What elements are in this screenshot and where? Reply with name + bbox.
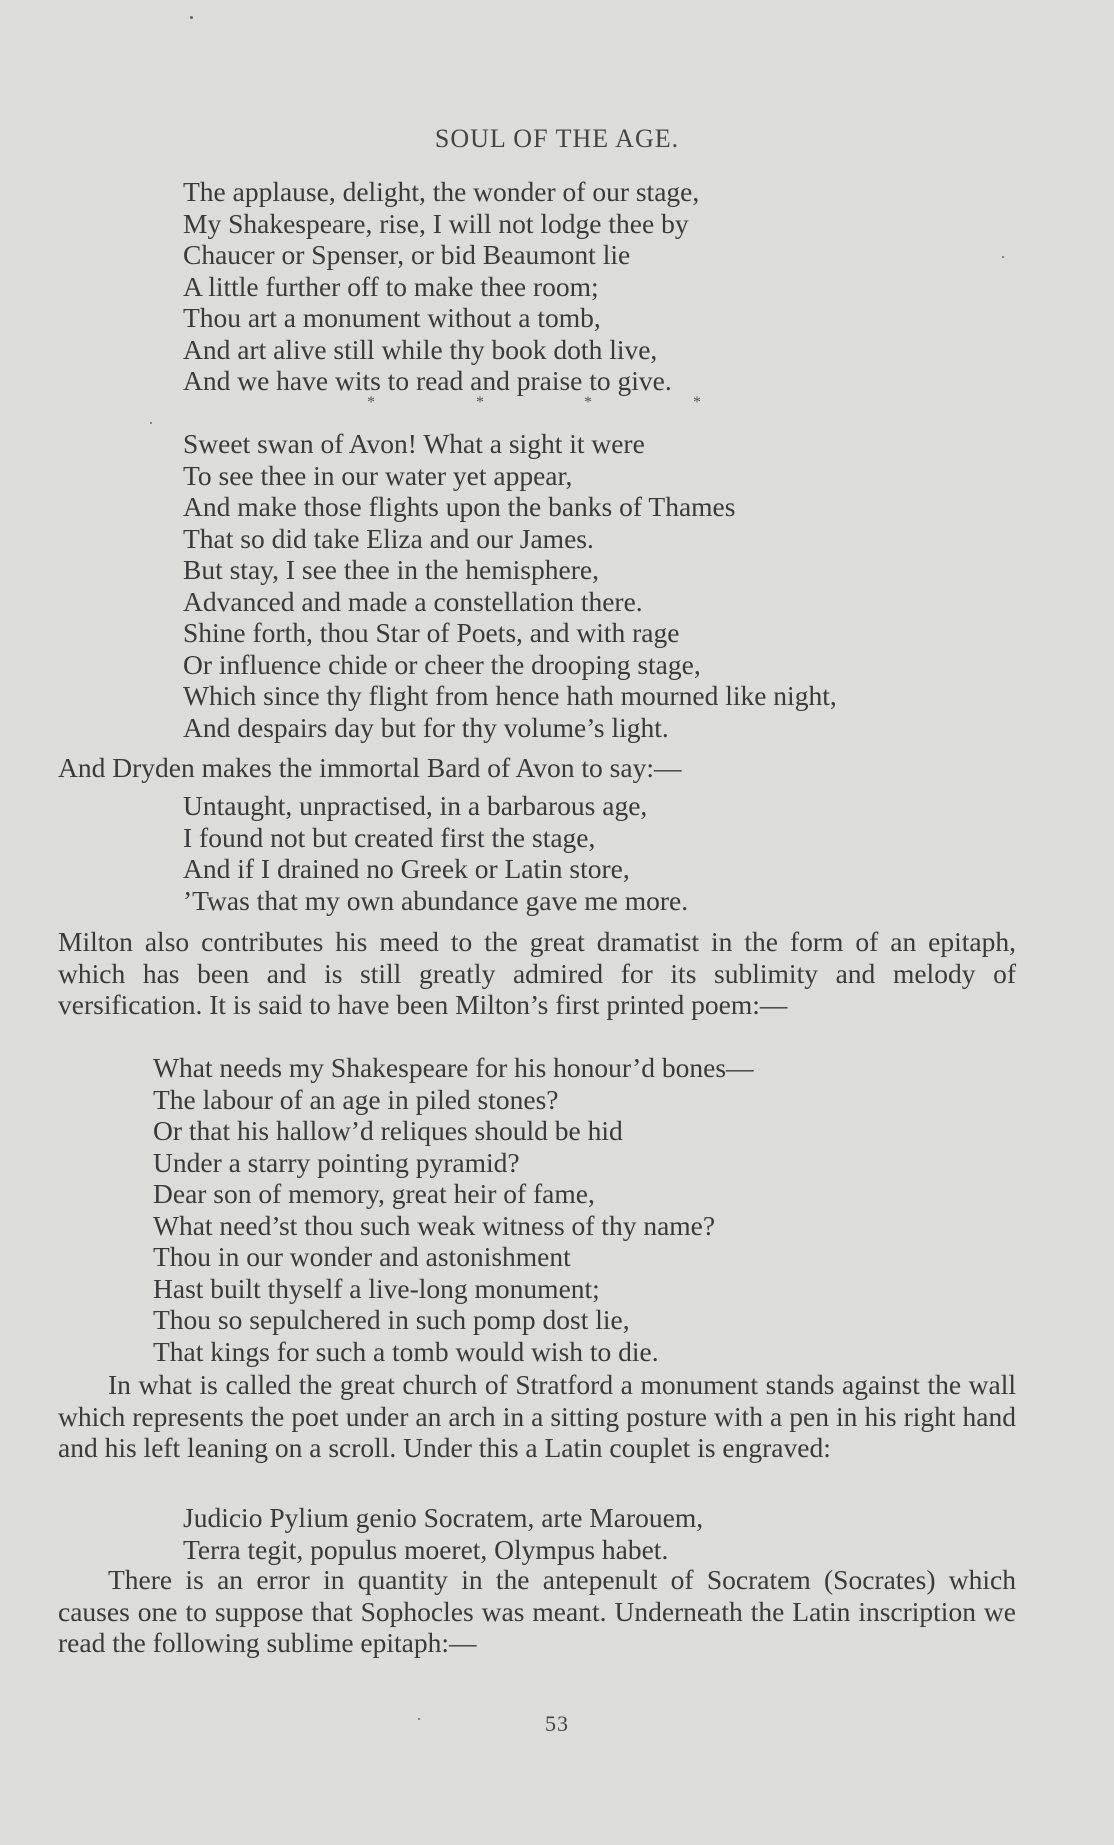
verse-line: What needs my Shakespeare for his honour’d bones—	[153, 1052, 754, 1083]
verse-line: Judicio Pylium genio Socratem, arte Marouem,	[183, 1502, 704, 1533]
verse-line: Or influence chide or cheer the drooping stage,	[183, 648, 701, 680]
verse-line: That so did take Eliza and our James.	[183, 522, 594, 554]
asterisk: *	[476, 394, 484, 411]
verse-line: Thou art a monument without a tomb,	[183, 302, 601, 333]
jonson-poem-part1	[183, 176, 699, 397]
page-title: SOUL OF THE AGE.	[434, 124, 680, 153]
verse-line: What need’st thou such weak witness of thy name?	[153, 1209, 716, 1241]
verse-line: And we have wits to read and praise to give.	[183, 365, 672, 396]
verse-line: Untaught, unpractised, in a barbarous age,	[183, 790, 648, 821]
asterisk: *	[693, 394, 701, 411]
asterisk: *	[367, 394, 375, 411]
paper-speck	[1002, 256, 1004, 258]
verse-line: That kings for such a tomb would wish to die.	[153, 1335, 659, 1367]
verse-line: And art alive still while thy book doth live,	[183, 333, 658, 365]
verse-line: Which since thy flight from hence hath mourned like night,	[183, 680, 837, 711]
milton-epitaph	[153, 1052, 754, 1367]
verse-line: And despairs day but for thy volume’s light.	[183, 711, 669, 743]
verse-line: Advanced and made a constellation there.	[183, 585, 643, 617]
verse-line: A little further off to make thee room;	[183, 270, 599, 302]
verse-line: Under a starry pointing pyramid?	[153, 1146, 520, 1178]
verse-line: The applause, delight, the wonder of our stage,	[183, 176, 700, 207]
verse-line: Terra tegit, populus moeret, Olympus habet.	[183, 1533, 669, 1565]
page-number: 53	[545, 1711, 569, 1736]
milton-intro-paragraph: Milton also contributes his meed to the great dramatist in the form of an epitaph, which has been and is still greatly admired for its sublimity and melody of versification. It is said to have been Milton’s first printed poem:—	[58, 926, 1016, 1020]
verse-line: Or that his hallow’d reliques should be hid	[153, 1115, 623, 1146]
verse-line: Thou so sepulchered in such pomp dost lie,	[153, 1304, 630, 1335]
verse-line: To see thee in our water yet appear,	[183, 459, 573, 491]
monument-paragraph: In what is called the great church of Stratford a monument stands against the wall which represents the poet under an arch in a sitting posture with a pen in his right hand and his left leaning on a scroll. Under this a Latin couplet is engraved:	[58, 1369, 1016, 1463]
verse-line: Shine forth, thou Star of Poets, and with rage	[183, 617, 680, 648]
asterisk: *	[584, 394, 592, 411]
verse-line: Sweet swan of Avon! What a sight it were	[183, 428, 645, 459]
jonson-poem-part2	[183, 428, 837, 743]
verse-line: The labour of an age in piled stones?	[153, 1083, 559, 1115]
dryden-poem	[183, 790, 688, 916]
latin-couplet	[183, 1502, 703, 1565]
verse-line: And if I drained no Greek or Latin store,	[183, 853, 630, 884]
verse-line: I found not but created first the stage,	[183, 821, 596, 853]
paper-speck	[150, 422, 152, 424]
verse-line: ’Twas that my own abundance gave me more.	[183, 884, 689, 916]
dryden-intro: And Dryden makes the immortal Bard of Avon to say:—	[58, 752, 682, 783]
verse-line: Chaucer or Spenser, or bid Beaumont lie	[183, 239, 631, 270]
error-paragraph: There is an error in quantity in the antepenult of Socratem (Socrates) which causes one to suppose that Sophocles was meant. Underneath the Latin inscription we read the following sublime epitaph:—	[58, 1564, 1016, 1658]
verse-line: My Shakespeare, rise, I will not lodge thee by	[183, 207, 689, 239]
verse-line: Thou in our wonder and astonishment	[153, 1241, 571, 1272]
verse-line: But stay, I see thee in the hemisphere,	[183, 554, 599, 585]
verse-line: Hast built thyself a live-long monument;	[153, 1272, 600, 1304]
verse-line: Dear son of memory, great heir of fame,	[153, 1178, 595, 1209]
paper-speck	[190, 16, 193, 19]
paper-speck	[418, 1718, 420, 1720]
verse-line: And make those flights upon the banks of Thames	[183, 491, 736, 522]
